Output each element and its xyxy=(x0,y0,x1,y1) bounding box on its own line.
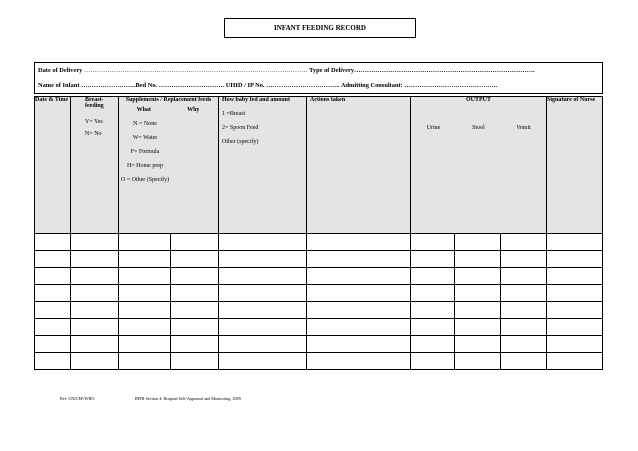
table-cell[interactable] xyxy=(71,251,119,268)
table-cell[interactable] xyxy=(501,285,547,302)
supplements-subheader xyxy=(119,103,218,113)
table-cell[interactable] xyxy=(119,302,171,319)
table-cell[interactable] xyxy=(71,302,119,319)
table-cell[interactable] xyxy=(307,285,411,302)
output-header: OUTPUT Urine Stool Vomit xyxy=(411,97,547,234)
table-cell[interactable] xyxy=(455,234,501,251)
table-cell[interactable] xyxy=(501,268,547,285)
table-cell[interactable] xyxy=(411,302,455,319)
type-of-delivery-field[interactable]: Type of Delivery…………………………………………………………………………. xyxy=(309,67,535,74)
table-cell[interactable] xyxy=(71,234,119,251)
table-cell[interactable] xyxy=(307,234,411,251)
table-cell[interactable] xyxy=(119,319,171,336)
table-cell[interactable] xyxy=(35,285,71,302)
breast-yes-key: Y= Yes xyxy=(85,119,103,125)
table-cell[interactable] xyxy=(119,336,171,353)
delivery-info-box xyxy=(34,62,603,94)
table-cell[interactable] xyxy=(171,285,219,302)
what-subheader: What xyxy=(136,107,151,113)
table-cell[interactable] xyxy=(547,268,603,285)
feeding-record-table xyxy=(34,96,603,370)
table-cell[interactable] xyxy=(119,251,171,268)
table-cell[interactable] xyxy=(411,251,455,268)
urine-subheader: Urine xyxy=(426,125,441,131)
table-row[interactable] xyxy=(35,268,603,285)
table-cell[interactable] xyxy=(171,251,219,268)
table-cell[interactable] xyxy=(35,302,71,319)
table-cell[interactable] xyxy=(219,336,307,353)
table-cell[interactable] xyxy=(35,353,71,370)
table-cell[interactable] xyxy=(307,302,411,319)
table-cell[interactable] xyxy=(35,319,71,336)
table-cell[interactable] xyxy=(307,353,411,370)
table-cell[interactable] xyxy=(119,285,171,302)
table-cell[interactable] xyxy=(547,285,603,302)
date-of-delivery-line xyxy=(38,67,535,74)
table-cell[interactable] xyxy=(119,268,171,285)
output-subheader xyxy=(411,121,546,131)
table-cell[interactable] xyxy=(411,319,455,336)
table-cell[interactable] xyxy=(455,319,501,336)
table-cell[interactable] xyxy=(455,268,501,285)
table-cell[interactable] xyxy=(219,302,307,319)
table-cell[interactable] xyxy=(547,353,603,370)
infant-info-line[interactable]: Name of Infant ……………………..Bed No. …………………………. UHID / IP No. …………………………….. Admitting Consultant: …………………………………….. xyxy=(38,82,498,89)
table-header-row xyxy=(35,97,603,234)
how-key-spoon: 2= Spoon Feed xyxy=(222,125,259,131)
supplement-key-water: W= Water xyxy=(132,135,158,141)
table-cell[interactable] xyxy=(171,336,219,353)
date-of-delivery-label: Date of Delivery xyxy=(38,67,83,74)
vomit-subheader: Vomit xyxy=(516,125,531,131)
table-cell[interactable] xyxy=(71,319,119,336)
table-cell[interactable] xyxy=(307,319,411,336)
table-cell[interactable] xyxy=(35,251,71,268)
signature-header: Signature of Nurse xyxy=(547,97,603,234)
table-cell[interactable] xyxy=(219,353,307,370)
table-cell[interactable] xyxy=(71,353,119,370)
table-cell[interactable] xyxy=(455,251,501,268)
why-subheader: Why xyxy=(187,107,200,113)
table-cell[interactable] xyxy=(411,336,455,353)
table-cell[interactable] xyxy=(455,353,501,370)
table-cell[interactable] xyxy=(501,302,547,319)
table-cell[interactable] xyxy=(219,285,307,302)
supplement-key-none: N = None xyxy=(133,121,157,127)
table-cell[interactable] xyxy=(501,319,547,336)
breast-no-key: N= No xyxy=(85,131,102,137)
table-row[interactable] xyxy=(35,302,603,319)
table-cell[interactable] xyxy=(455,302,501,319)
supplement-key-formula: F= Formula xyxy=(130,149,160,155)
footer-reference: Ref: UNICEF/WHO xyxy=(60,396,95,401)
table-row[interactable] xyxy=(35,336,603,353)
table-cell[interactable] xyxy=(171,302,219,319)
table-cell[interactable] xyxy=(219,319,307,336)
table-cell[interactable] xyxy=(119,353,171,370)
table-cell[interactable] xyxy=(501,234,547,251)
table-cell[interactable] xyxy=(411,285,455,302)
table-cell[interactable] xyxy=(35,268,71,285)
table-cell[interactable] xyxy=(171,268,219,285)
table-row[interactable] xyxy=(35,234,603,251)
table-cell[interactable] xyxy=(455,336,501,353)
supplement-key-home-prep: H= Home prep xyxy=(126,163,164,169)
table-cell[interactable] xyxy=(171,353,219,370)
footer-source: BFHI Section 4: Hospital Self-Appraisal and Monitoring, 2009 xyxy=(135,396,241,401)
table-cell[interactable] xyxy=(411,268,455,285)
table-cell[interactable] xyxy=(219,251,307,268)
table-cell[interactable] xyxy=(455,285,501,302)
supplement-keys xyxy=(119,121,171,183)
table-cell[interactable] xyxy=(219,268,307,285)
table-cell[interactable] xyxy=(307,336,411,353)
table-row[interactable] xyxy=(35,285,603,302)
date-time-header: Date & Time xyxy=(35,97,71,234)
how-key-breast: 1 =Breast xyxy=(222,111,246,117)
how-key-other: Other (specify) xyxy=(222,139,259,145)
table-cell[interactable] xyxy=(71,268,119,285)
table-row[interactable] xyxy=(35,251,603,268)
table-cell[interactable] xyxy=(171,234,219,251)
table-row[interactable] xyxy=(35,319,603,336)
table-cell[interactable] xyxy=(411,353,455,370)
date-of-delivery-field[interactable]: …………………………………………………………………………………………… xyxy=(83,67,308,74)
table-cell[interactable] xyxy=(119,234,171,251)
table-cell[interactable] xyxy=(501,336,547,353)
table-cell[interactable] xyxy=(501,251,547,268)
table-cell[interactable] xyxy=(307,251,411,268)
supplement-key-other: O = Other (Specify) xyxy=(120,177,170,183)
table-cell[interactable] xyxy=(71,336,119,353)
table-cell[interactable] xyxy=(71,285,119,302)
table-cell[interactable] xyxy=(35,234,71,251)
table-cell[interactable] xyxy=(501,353,547,370)
table-cell[interactable] xyxy=(547,319,603,336)
stool-subheader: Stool xyxy=(472,125,485,131)
breastfeeding-header: Breast- feeding Y= Yes N= No xyxy=(71,97,119,234)
table-cell[interactable] xyxy=(35,336,71,353)
table-cell[interactable] xyxy=(219,234,307,251)
table-cell[interactable] xyxy=(547,336,603,353)
actions-taken-header: Actions taken xyxy=(307,97,411,234)
table-row[interactable] xyxy=(35,353,603,370)
table-cell[interactable] xyxy=(411,234,455,251)
form-title: INFANT FEEDING RECORD xyxy=(224,18,416,38)
table-cell[interactable] xyxy=(547,251,603,268)
table-cell[interactable] xyxy=(547,234,603,251)
table-cell[interactable] xyxy=(171,319,219,336)
how-fed-header: How baby fed and amount 1 =Breast 2= Spoon Feed Other (specify) xyxy=(219,97,307,234)
supplements-header: Supplements / Replacement feeds What Why N = None W= Water F= Formula H= Home prep O = Other (Specify) xyxy=(119,97,219,234)
table-cell[interactable] xyxy=(547,302,603,319)
table-cell[interactable] xyxy=(307,268,411,285)
